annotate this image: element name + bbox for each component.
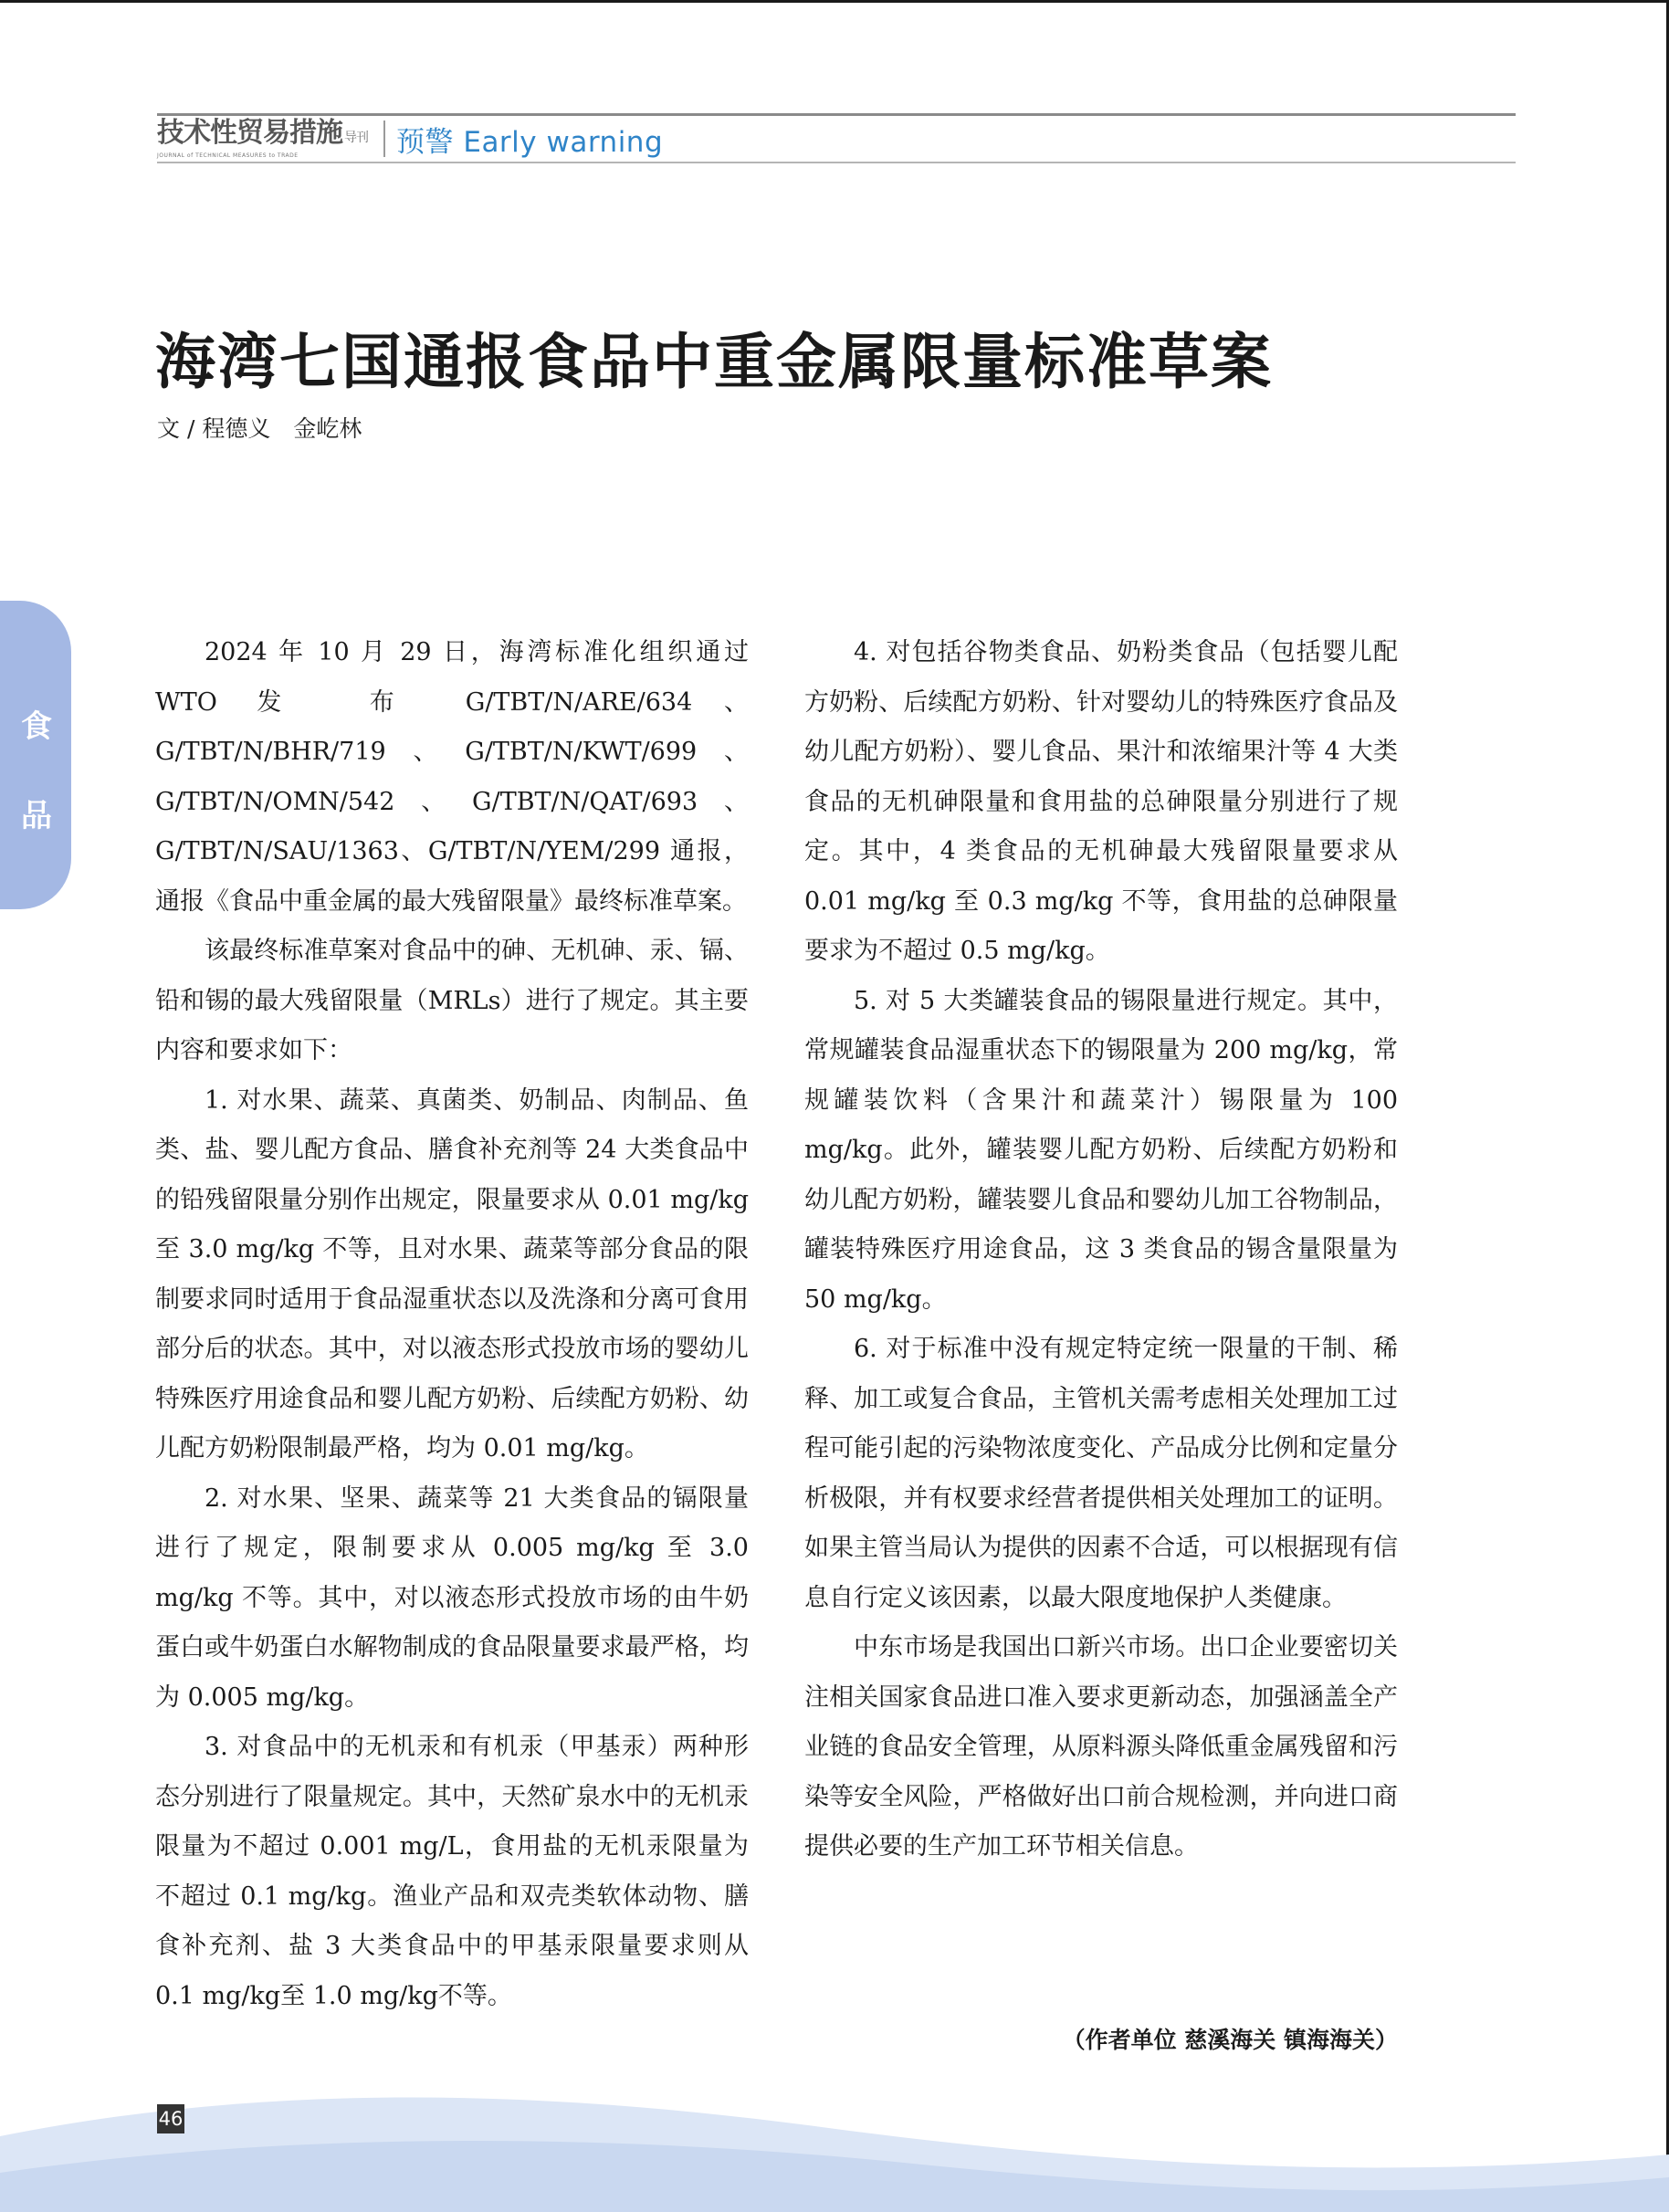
paragraph: 6. 对于标准中没有规定特定统一限量的干制、稀释、加工或复合食品，主管机关需考虑相关处理加工过程可能引起的污染物浓度变化、产品成分比例和定量分析极限，并有权要求经营者提供相关处理加工的证明。如果主管当局认为提供的因素不合适，可以根据现有信息自行定义该因素，以最大限度地保护人类健康。 [804,1335,1398,1612]
journal-suffix: 导刊 [344,130,368,145]
section-label: 预警 Early warning [396,125,664,159]
paragraph: 4. 对包括谷物类食品、奶粉类食品（包括婴儿配方奶粉、后续配方奶粉、针对婴幼儿的特殊医疗食品及幼儿配方奶粉）、婴儿食品、果汁和浓缩果汁等 4 大类食品的无机砷限量和食用盐的总砷限量分别进行了规定。其中，4 类食品的无机砷最大残留限量要求从 0.01 mg/kg 至 0.3 mg/kg 不等，食用盐的总砷限量要求为不超过 0.5 mg/kg。 [804,638,1398,965]
running-header [157,117,1516,161]
paragraph: 中东市场是我国出口新兴市场。出口企业要密切关注相关国家食品进口准入要求更新动态，加强涵盖全产业链的食品安全管理，从原料源头降低重金属残留和污染等安全风险，严格做好出口前合规检测，并向进口商提供必要的生产加工环节相关信息。 [804,1633,1398,1861]
text-column-right [804,628,1398,1872]
header-rule-top [157,113,1516,116]
paragraph: 1. 对水果、蔬菜、真菌类、奶制品、肉制品、鱼类、盐、婴儿配方食品、膳食补充剂等 24 大类食品中的铅残留限量分别作出规定，限量要求从 0.01 mg/kg 至 3.0 mg/kg 不等，且对水果、蔬菜等部分食品的限制要求同时适用于食品湿重状态以及洗涤和分离可食用部分后的状态。其中，对以液态形式投放市场的婴幼儿特殊医疗用途食品和婴儿配方奶粉、后续配方奶粉、幼儿配方奶粉限制最严格，均为 0.01 mg/kg。 [155,1085,749,1462]
paragraph: 5. 对 5 大类罐装食品的锡限量进行规定。其中，常规罐装食品湿重状态下的锡限量为 200 mg/kg，常规罐装饮料（含果汁和蔬菜汁）锡限量为 100 mg/kg。此外，罐装婴儿配方奶粉、后续配方奶粉和幼儿配方奶粉，罐装婴儿食品和婴幼儿加工谷物制品，罐装特殊医疗用途食品，这 3 类食品的锡含量限量为 50 mg/kg。 [804,986,1398,1314]
paragraph: 该最终标准草案对食品中的砷、无机砷、汞、镉、铅和锡的最大残留限量（MRLs）进行了规定。其主要内容和要求如下： [155,937,749,1064]
article-byline: 文 / 程德义 金屹林 [157,415,362,442]
text-column-left [155,628,749,2021]
side-tab-char-2: 品 [21,798,52,834]
author-affiliation: （作者单位 慈溪海关 镇海海关） [1062,2027,1398,2053]
section-side-tab [0,601,71,909]
journal-logo [157,116,376,160]
page-number: 46 [157,2104,184,2133]
paragraph: 2. 对水果、坚果、蔬菜等 21 大类食品的镉限量进行了规定，限制要求从 0.005 mg/kg 至 3.0 mg/kg 不等。其中，对以液态形式投放市场的由牛奶蛋白或牛奶蛋白水解物制成的食品限量要求最严格，均为 0.005 mg/kg。 [155,1483,749,1712]
journal-english-name: JOURNAL of TECHNICAL MEASURES to TRADE [157,152,299,159]
journal-name: 技术性贸易措施 [157,116,342,149]
footer-wave-decoration [0,2072,1669,2212]
header-divider [383,121,385,157]
article-title: 海湾七国通报食品中重金属限量标准草案 [155,327,1273,397]
side-tab-char-1: 食 [21,708,52,745]
page-border-top [0,0,1669,3]
header-rule-bottom [157,162,1516,163]
paragraph: 2024 年 10 月 29 日，海湾标准化组织通过 WTO 发 布 G/TBT/N/ARE/634、G/TBT/N/BHR/719、G/TBT/N/KWT/699、G/TBT/N/OMN/542、G/TBT/N/QAT/693、G/TBT/N/SAU/1363、G/TBT/N/YEM/299 通报，通报《食品中重金属的最大残留限量》最终标准草案。 [155,638,749,916]
paragraph: 3. 对食品中的无机汞和有机汞（甲基汞）两种形态分别进行了限量规定。其中，天然矿泉水中的无机汞限量为不超过 0.001 mg/L，食用盐的无机汞限量为不超过 0.1 mg/kg。渔业产品和双壳类软体动物、膳食补充剂、盐 3 大类食品中的甲基汞限量要求则从 0.1 mg/kg至 1.0 mg/kg不等。 [155,1733,749,2010]
